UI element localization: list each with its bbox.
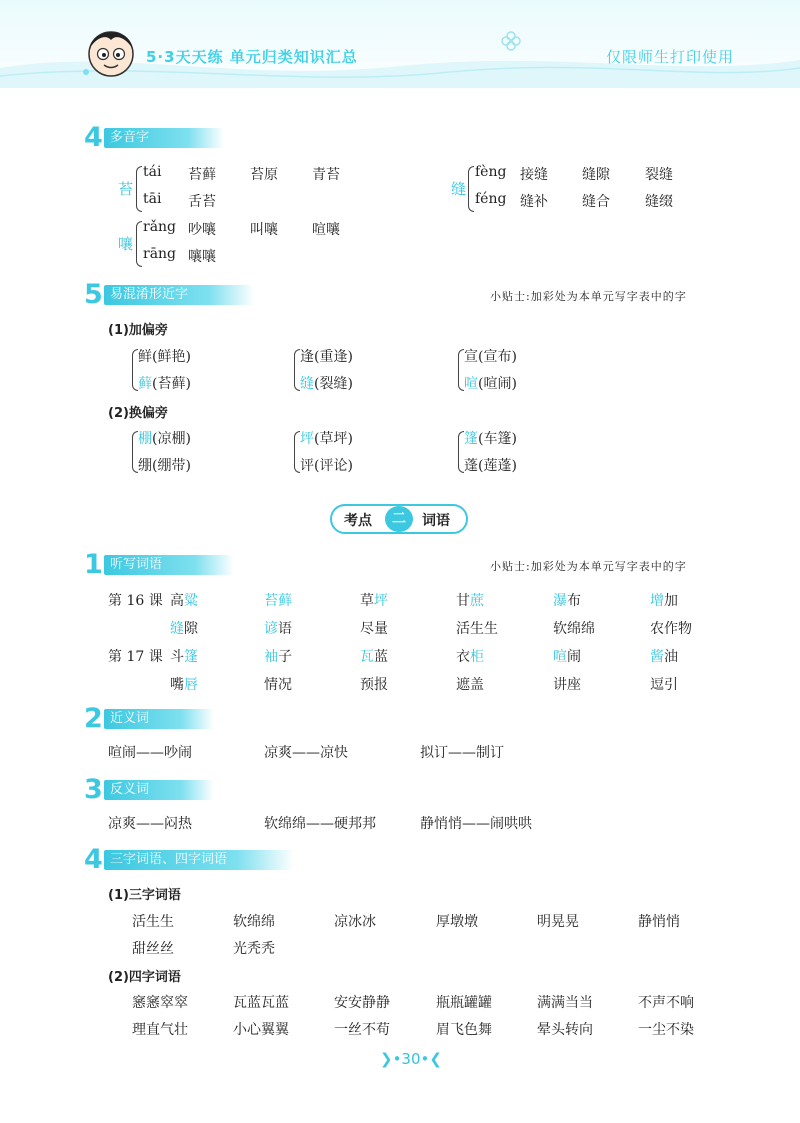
kaodian-right: 词语 (422, 513, 450, 529)
dictation-word: 预报 (360, 677, 388, 693)
similar-entry: 喧(喧闹) (464, 376, 517, 392)
dictation-word: 袖子 (264, 649, 292, 665)
word: 缝合 (582, 194, 610, 210)
idiom-word: 光秃秃 (233, 941, 275, 957)
section-number: 1 (84, 549, 103, 580)
similar-entry: 评(评论) (300, 458, 353, 474)
subheading: (2)换偏旁 (108, 406, 168, 421)
polyphone-char: 苔 (118, 180, 134, 198)
idiom-word: 明晃晃 (537, 914, 579, 930)
lesson-label: 第 16 课 (108, 593, 163, 609)
similar-entry: 坪(草坪) (300, 431, 353, 447)
pinyin: fèng (475, 164, 507, 180)
idiom-word: 理直气壮 (132, 1022, 188, 1038)
word: 苔原 (250, 167, 278, 183)
mascot-icon (80, 20, 142, 82)
section-number: 4 (84, 122, 103, 153)
section-title: 听写词语 (104, 555, 234, 575)
antonym-pair: 凉爽——闷热 (108, 816, 192, 832)
idiom-word: 不声不响 (638, 995, 694, 1011)
synonym-pair: 凉爽——凉快 (264, 745, 348, 761)
idiom-word: 静悄悄 (638, 914, 680, 930)
word: 青苔 (312, 167, 340, 183)
word: 苔藓 (188, 167, 216, 183)
tip-text: 小贴士:加彩处为本单元写字表中的字 (490, 560, 687, 573)
idiom-word: 晕头转向 (537, 1022, 593, 1038)
section-title: 反义词 (104, 780, 214, 800)
brace (136, 166, 142, 212)
dictation-word: 甘蔗 (456, 593, 484, 609)
word: 接缝 (520, 167, 548, 183)
idiom-word: 安安静静 (334, 995, 390, 1011)
synonym-pair: 喧闹——吵闹 (108, 745, 192, 761)
polyphone-char: 嚷 (118, 235, 134, 253)
tip-text: 小贴士:加彩处为本单元写字表中的字 (490, 290, 687, 303)
section-title: 三字词语、四字词语 (104, 850, 294, 870)
kaodian-left: 考点 (344, 513, 372, 529)
dictation-word: 农作物 (650, 621, 692, 637)
section-number: 5 (84, 279, 103, 310)
similar-entry: 鲜(鲜艳) (138, 349, 191, 365)
word: 嚷嚷 (188, 249, 216, 265)
dictation-word: 嘴唇 (170, 677, 198, 693)
dictation-word: 瓦蓝 (360, 649, 388, 665)
idiom-word: 小心翼翼 (233, 1022, 289, 1038)
word: 缝隙 (582, 167, 610, 183)
dictation-word: 酱油 (650, 649, 678, 665)
flower-icon (500, 30, 522, 52)
similar-entry: 逢(重逢) (300, 349, 353, 365)
similar-entry: 藓(苔藓) (138, 376, 191, 392)
dictation-word: 喧闹 (553, 649, 581, 665)
kaodian-number: 二 (385, 506, 413, 532)
subheading: (1)三字词语 (108, 888, 181, 903)
idiom-word: 满满当当 (537, 995, 593, 1011)
antonym-pair: 软绵绵——硬邦邦 (264, 816, 376, 832)
pinyin: rāng (143, 246, 177, 262)
idiom-word: 甜丝丝 (132, 941, 174, 957)
idiom-word: 活生生 (132, 914, 174, 930)
section-title: 易混淆形近字 (104, 285, 254, 305)
dictation-word: 活生生 (456, 621, 498, 637)
idiom-word: 凉冰冰 (334, 914, 376, 930)
section-number: 2 (84, 703, 103, 734)
word: 叫嚷 (250, 222, 278, 238)
word: 吵嚷 (188, 222, 216, 238)
dictation-word: 衣柜 (456, 649, 484, 665)
section-title: 近义词 (104, 709, 214, 729)
pinyin: tāi (143, 191, 162, 207)
dictation-word: 情况 (264, 677, 292, 693)
idiom-word: 瓶瓶罐罐 (436, 995, 492, 1011)
synonym-pair: 拟订——制订 (420, 745, 504, 761)
idiom-word: 瓦蓝瓦蓝 (233, 995, 289, 1011)
brace (136, 221, 142, 267)
lesson-label: 第 17 课 (108, 649, 163, 665)
dictation-word: 斗篷 (170, 649, 198, 665)
dictation-word: 增加 (650, 593, 678, 609)
pinyin: tái (143, 164, 162, 180)
similar-entry: 棚(凉棚) (138, 431, 191, 447)
idiom-word: 眉飞色舞 (436, 1022, 492, 1038)
dictation-word: 软绵绵 (553, 621, 595, 637)
similar-entry: 宣(宣布) (464, 349, 517, 365)
dictation-word: 谚语 (264, 621, 292, 637)
brace (468, 166, 474, 212)
subheading: (1)加偏旁 (108, 323, 168, 338)
similar-entry: 蓬(莲蓬) (464, 458, 517, 474)
antonym-pair: 静悄悄——闹哄哄 (420, 816, 532, 832)
section-title: 多音字 (104, 128, 224, 148)
page-number: ❯•30•❮ (380, 1050, 442, 1068)
dictation-word: 瀑布 (553, 593, 581, 609)
dictation-word: 逗引 (650, 677, 678, 693)
word: 缝缀 (645, 194, 673, 210)
subheading: (2)四字词语 (108, 970, 181, 985)
section-number: 3 (84, 774, 103, 805)
dictation-word: 缝隙 (170, 621, 198, 637)
word: 舌苔 (188, 194, 216, 210)
idiom-word: 厚墩墩 (436, 914, 478, 930)
dictation-word: 遮盖 (456, 677, 484, 693)
pinyin: rǎng (143, 219, 177, 235)
similar-entry: 绷(绷带) (138, 458, 191, 474)
idiom-word: 一尘不染 (638, 1022, 694, 1038)
pinyin: féng (475, 191, 507, 207)
header-title: 5·3天天练 单元归类知识汇总 (146, 48, 358, 66)
dictation-word: 讲座 (553, 677, 581, 693)
dictation-word: 苔藓 (264, 593, 292, 609)
section-number: 4 (84, 844, 103, 875)
dictation-word: 高粱 (170, 593, 198, 609)
word: 裂缝 (645, 167, 673, 183)
idiom-word: 一丝不苟 (334, 1022, 390, 1038)
dictation-word: 草坪 (360, 593, 388, 609)
dictation-word: 尽量 (360, 621, 388, 637)
polyphone-char: 缝 (451, 180, 467, 198)
idiom-word: 软绵绵 (233, 914, 275, 930)
similar-entry: 缝(裂缝) (300, 376, 353, 392)
header-right-label: 仅限师生打印使用 (606, 48, 735, 66)
similar-entry: 篷(车篷) (464, 431, 517, 447)
word: 缝补 (520, 194, 548, 210)
idiom-word: 窸窸窣窣 (132, 995, 188, 1011)
word: 喧嚷 (312, 222, 340, 238)
